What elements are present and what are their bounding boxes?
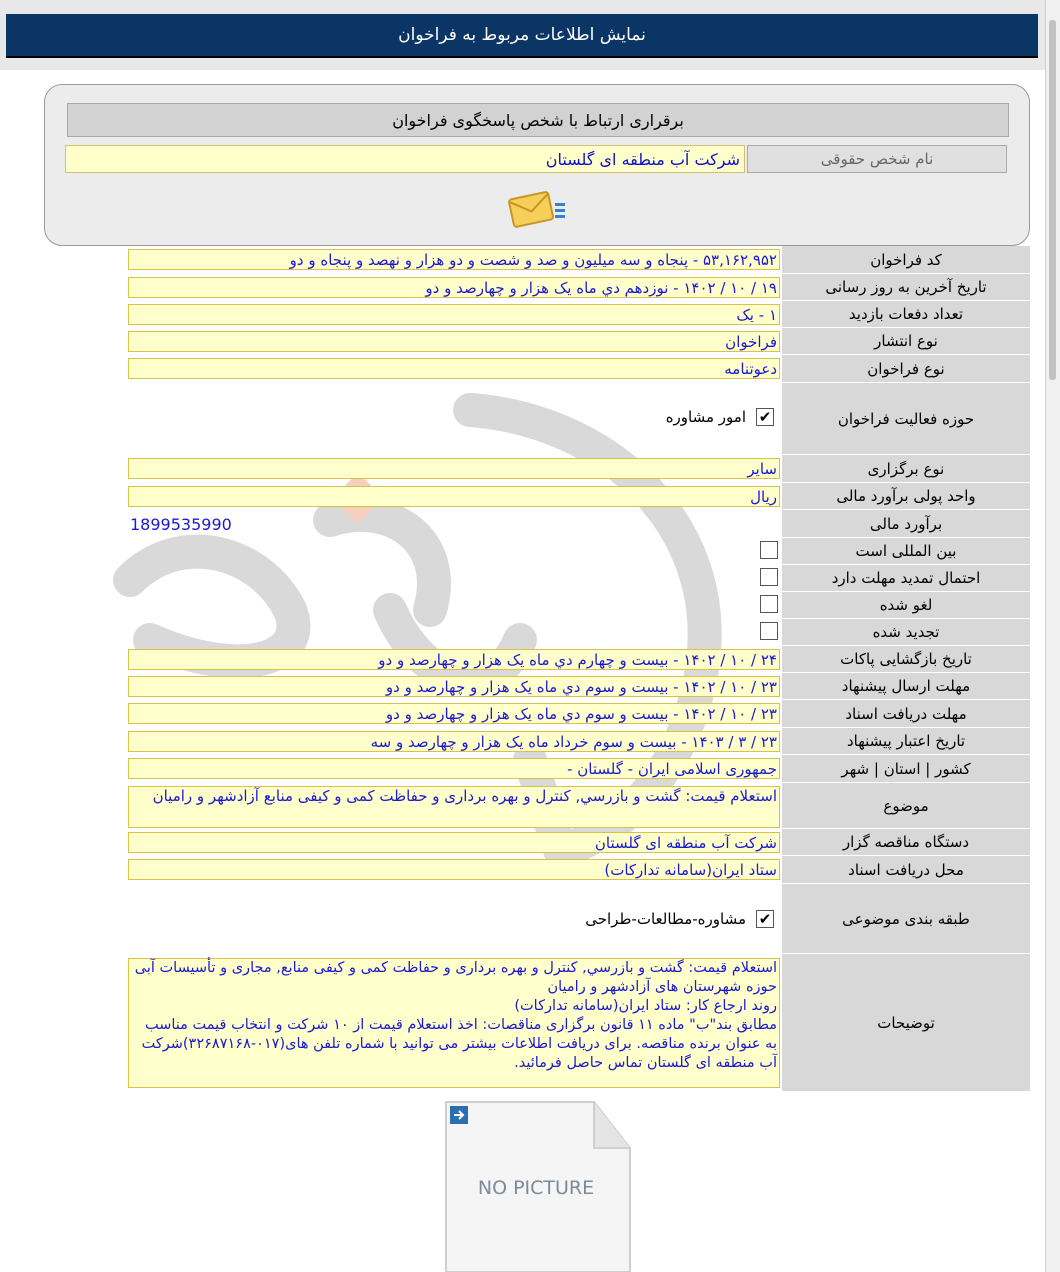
row-validity-date — [128, 728, 1030, 755]
description-line-2: روند ارجاع کار: ستاد ایران(سامانه تدارکات) — [514, 998, 777, 1014]
row-organization — [128, 829, 1030, 856]
row-holding-type — [128, 455, 1030, 483]
row-description — [128, 954, 1030, 1092]
activity-area-value: امور مشاوره — [665, 408, 746, 426]
opening-date-label: تاریخ بازگشایی پاکات — [782, 646, 1030, 673]
doc-place-value: ستاد ایران(سامانه تدارکات) — [128, 859, 780, 880]
description-line-3: مطابق بند"ب" ماده ۱۱ قانون برگزاری مناقصات: اخذ استعلام قیمت از ۱۰ شرکت و انتخاب قیمت مناسب به عنوان برنده مناقصه. برای دریافت اطلاعات بیشتر می توانید با شماره تلفن های(۰۱۷-۳۲۶۸۷۱۶۸)شرکت آب منطقه ای گلستان تماس حاصل فرمائید. — [141, 1017, 777, 1071]
description-label: توضیحات — [782, 954, 1030, 1092]
visits-value: ۱ - یک — [128, 304, 780, 325]
code-label: کد فراخوان — [782, 246, 1030, 274]
validity-date-label: تاریخ اعتبار پیشنهاد — [782, 728, 1030, 755]
call-type-label: نوع فراخوان — [782, 355, 1030, 383]
opening-date-value: ۲۴ / ۱۰ / ۱۴۰۲ - بیست و چهارم دي ماه یک هزار و چهارصد و دو — [128, 649, 780, 670]
description-line-1: استعلام قیمت: گشت و بازرسي, کنترل و بهره برداری و حفاظت کمی و کیفی منابع, مجاری و تأسیسات آبی حوزه شهرستان های آزادشهر و رامیان — [134, 960, 777, 995]
location-label: کشور | استان | شهر — [782, 755, 1030, 783]
subject-value: استعلام قیمت: گشت و بازرسي, کنترل و بهره برداری و حفاظت کمی و کیفی منابع آزادشهر و رامیان — [128, 786, 780, 828]
contact-value: شرکت آب منطقه ای گلستان — [65, 145, 745, 173]
last-update-value: ۱۹ / ۱۰ / ۱۴۰۲ - نوزدهم دي ماه یک هزار و چهارصد و دو — [128, 277, 780, 298]
contact-row — [67, 145, 1007, 173]
description-value — [128, 958, 780, 1088]
category-check — [585, 884, 774, 954]
renewed-checkbox[interactable] — [760, 622, 778, 640]
cancelled-label: لغو شده — [782, 592, 1030, 619]
row-cancelled — [128, 592, 1030, 619]
contact-panel — [44, 84, 1030, 246]
row-estimate — [128, 510, 1030, 538]
row-activity-area — [128, 383, 1030, 455]
holding-type-value: سایر — [128, 458, 780, 479]
contact-header: برقراری ارتباط با شخص پاسخگوی فراخوان — [67, 103, 1009, 137]
row-subject — [128, 783, 1030, 829]
page-title: نمایش اطلاعات مربوط به فراخوان — [6, 14, 1038, 58]
row-doc-deadline — [128, 700, 1030, 728]
currency-label: واحد پولی برآورد مالی — [782, 483, 1030, 510]
scrollbar-thumb[interactable] — [1049, 20, 1056, 380]
row-last-update — [128, 274, 1030, 301]
validity-date-value: ۲۳ / ۳ / ۱۴۰۳ - بیست و سوم خرداد ماه یک هزار و چهارصد و سه — [128, 731, 780, 752]
row-code — [128, 246, 1030, 274]
activity-area-check — [666, 383, 774, 451]
category-label: طبقه بندی موضوعی — [782, 884, 1030, 954]
activity-area-checkbox[interactable]: ✔ — [756, 408, 774, 426]
organization-label: دستگاه مناقصه گزار — [782, 829, 1030, 856]
no-picture-text: NO PICTURE — [477, 1177, 595, 1199]
row-submit-deadline — [128, 673, 1030, 700]
row-visits — [128, 301, 1030, 328]
row-call-type — [128, 355, 1030, 383]
category-value: مشاوره-مطالعات-طراحی — [585, 910, 746, 928]
no-picture-image — [444, 1100, 632, 1272]
row-opening-date — [128, 646, 1030, 673]
location-value: جمهوری اسلامی ایران - گلستان - — [128, 758, 780, 779]
row-category — [128, 884, 1030, 954]
activity-area-label: حوزه فعالیت فراخوان — [782, 383, 1030, 455]
row-doc-place — [128, 856, 1030, 884]
international-label: بین المللی است — [782, 538, 1030, 565]
renewed-label: تجدید شده — [782, 619, 1030, 646]
publish-type-label: نوع انتشار — [782, 328, 1030, 355]
row-currency — [128, 483, 1030, 510]
extension-label: احتمال تمدید مهلت دارد — [782, 565, 1030, 592]
row-renewed — [128, 619, 1030, 646]
extension-checkbox[interactable] — [760, 568, 778, 586]
holding-type-label: نوع برگزاری — [782, 455, 1030, 483]
estimate-label: برآورد مالی — [782, 510, 1030, 538]
row-location — [128, 755, 1030, 783]
subject-label: موضوع — [782, 783, 1030, 829]
estimate-value: 1899535990 — [130, 514, 232, 534]
row-international — [128, 538, 1030, 565]
cancelled-checkbox[interactable] — [760, 595, 778, 613]
contact-label: نام شخص حقوقی — [747, 145, 1007, 173]
currency-value: ریال — [128, 486, 780, 507]
row-publish-type — [128, 328, 1030, 355]
doc-place-label: محل دریافت اسناد — [782, 856, 1030, 884]
code-value: ۵۳,۱۶۲,۹۵۲ - پنجاه و سه میلیون و صد و شصت و دو هزار و نهصد و پنجاه و دو — [128, 249, 780, 270]
doc-deadline-label: مهلت دریافت اسناد — [782, 700, 1030, 728]
call-type-value: دعوتنامه — [128, 358, 780, 379]
submit-deadline-label: مهلت ارسال پیشنهاد — [782, 673, 1030, 700]
row-extension — [128, 565, 1030, 592]
doc-deadline-value: ۲۳ / ۱۰ / ۱۴۰۲ - بیست و سوم دي ماه یک هزار و چهارصد و دو — [128, 703, 780, 724]
international-checkbox[interactable] — [760, 541, 778, 559]
last-update-label: تاریخ آخرین به روز رسانی — [782, 274, 1030, 301]
submit-deadline-value: ۲۳ / ۱۰ / ۱۴۰۲ - بیست و سوم دي ماه یک هزار و چهارصد و دو — [128, 676, 780, 697]
organization-value: شرکت آب منطقه ای گلستان — [128, 832, 780, 853]
vertical-scrollbar[interactable] — [1045, 0, 1060, 1272]
publish-type-value: فراخوان — [128, 331, 780, 352]
visits-label: تعداد دفعات بازدید — [782, 301, 1030, 328]
envelope-icon[interactable] — [505, 187, 567, 231]
category-checkbox[interactable]: ✔ — [756, 910, 774, 928]
